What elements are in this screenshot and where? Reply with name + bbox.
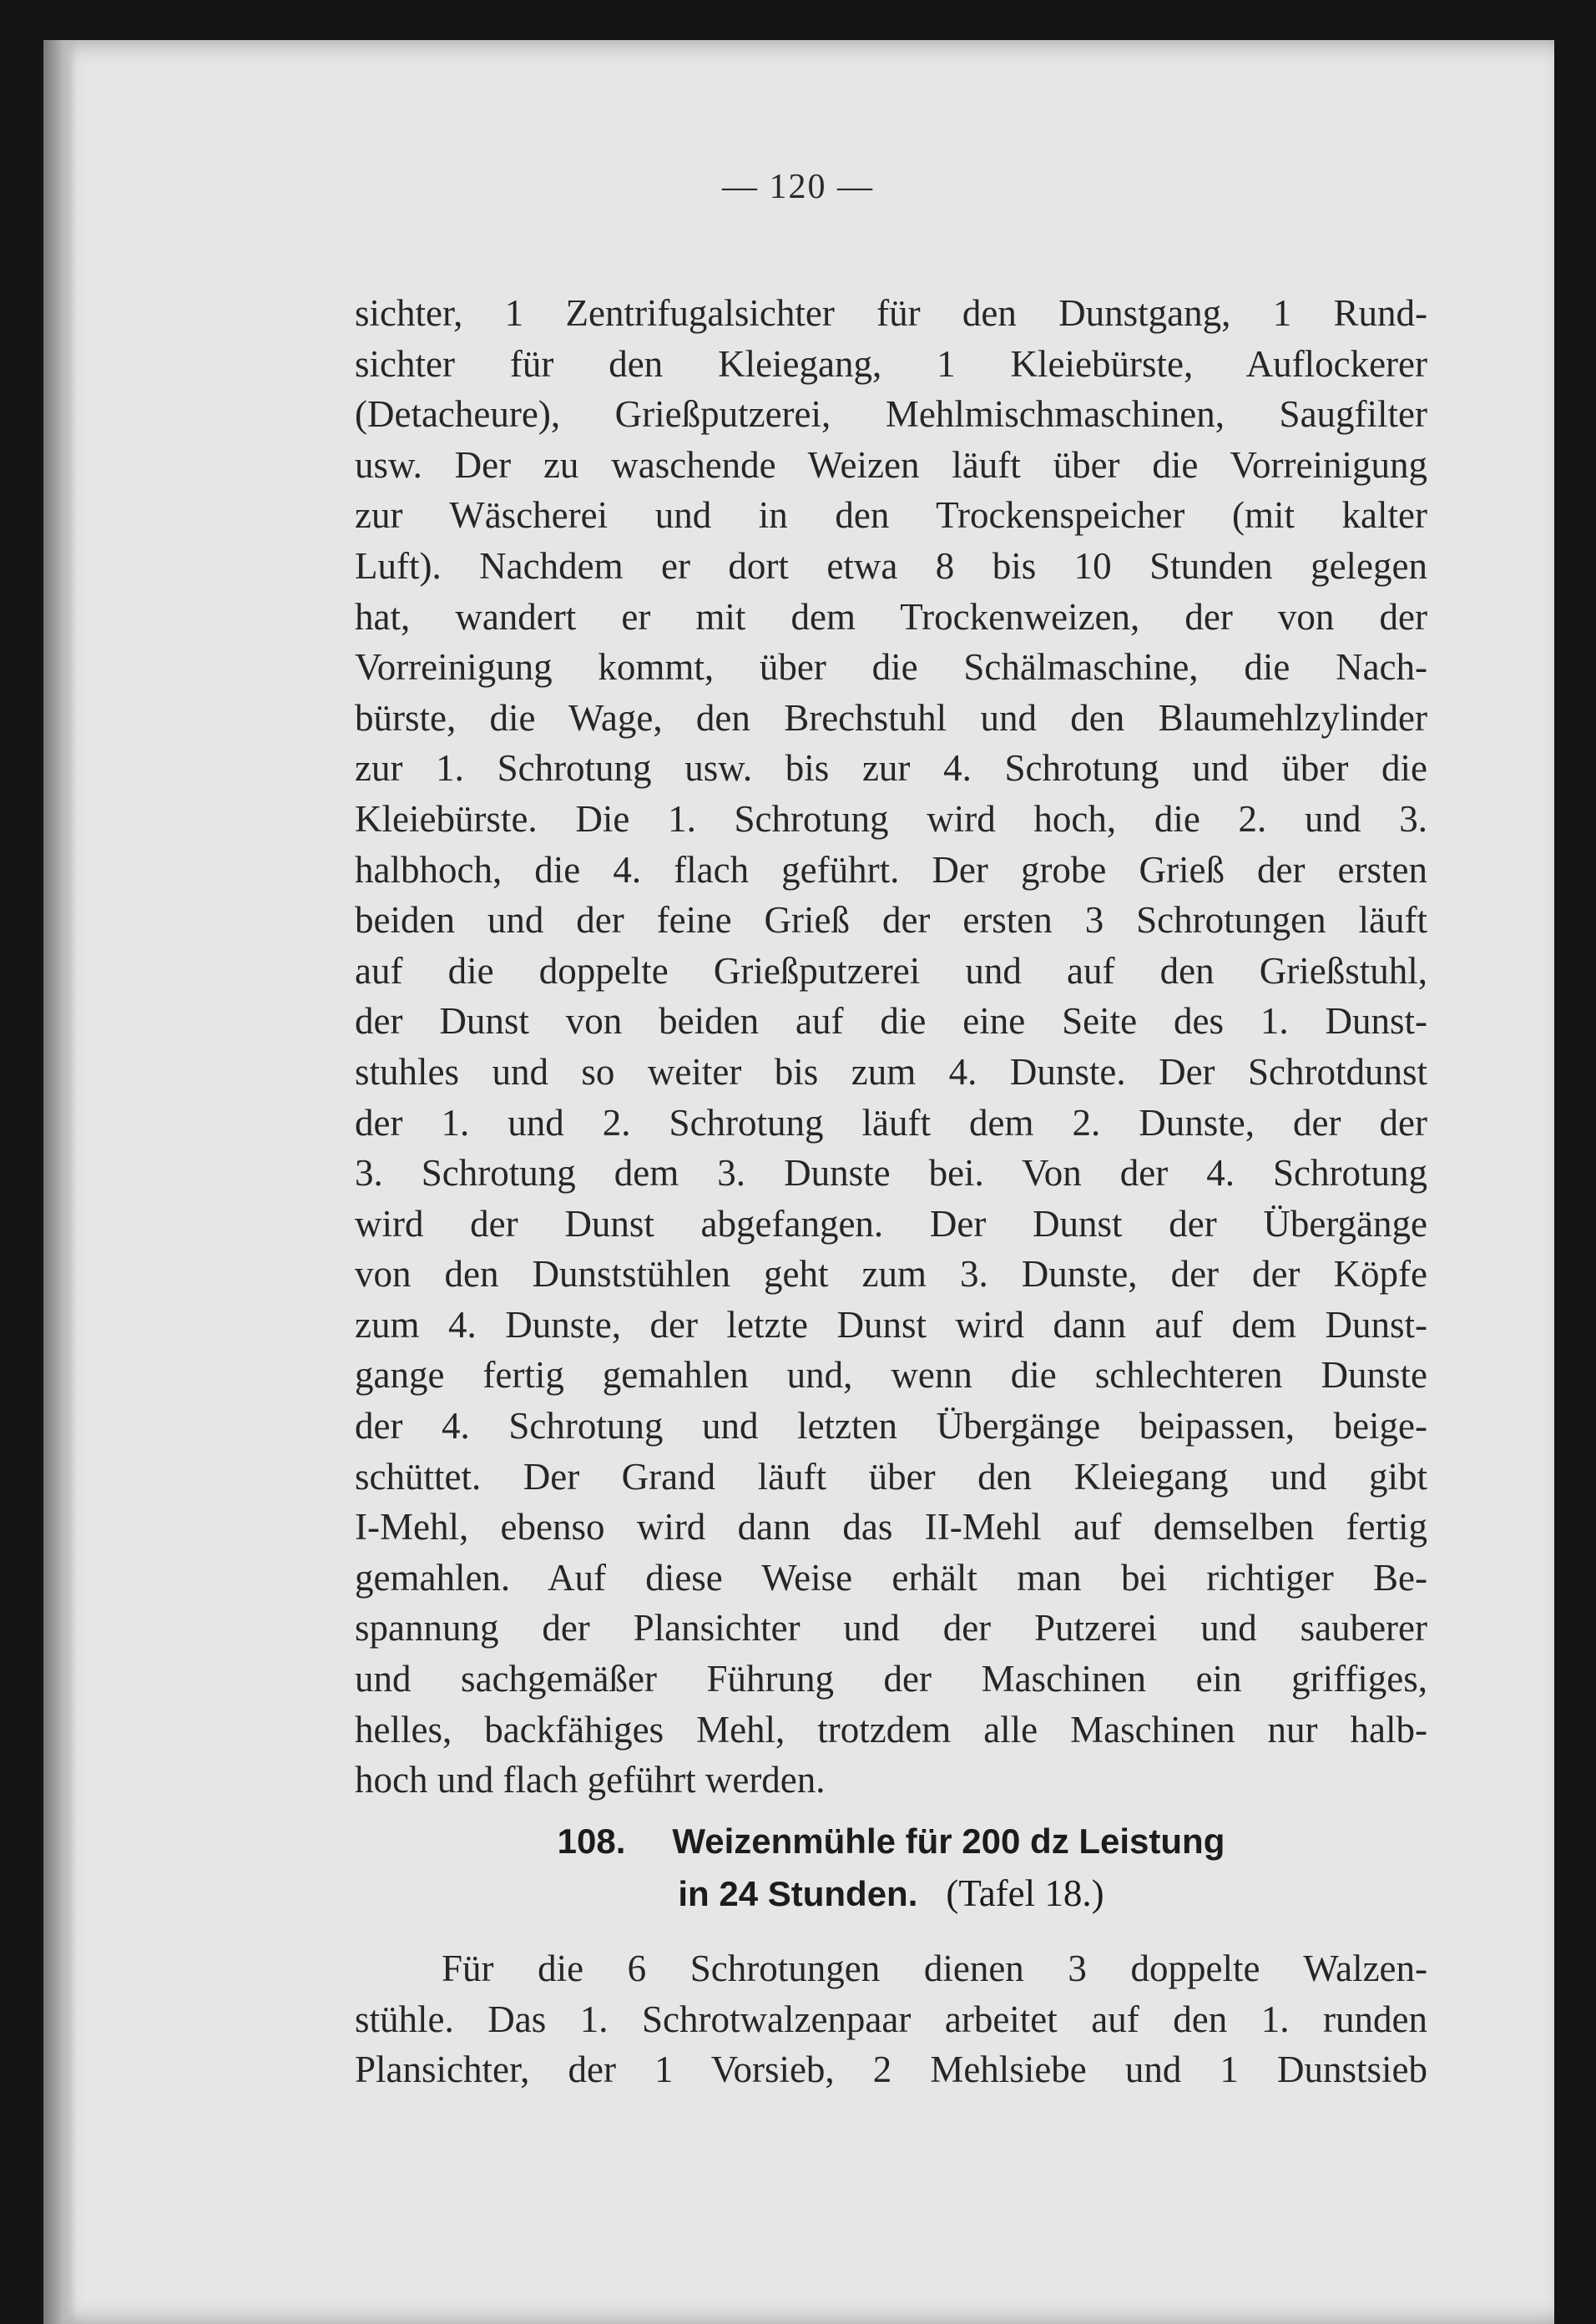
text-line: beiden und der feine Grieß der ersten 3 Schrotungen läuft — [355, 899, 1427, 942]
text-line: 3. Schrotung dem 3. Dunste bei. Von der 4. Schrotung — [355, 1152, 1427, 1195]
text-line: Vorreinigung kommt, über die Schälmaschine, die Nach- — [355, 646, 1427, 689]
text-line: halbhoch, die 4. flach geführt. Der grobe Grieß der ersten — [355, 848, 1427, 891]
text-line: der Dunst von beiden auf die eine Seite des 1. Dunst- — [355, 1000, 1427, 1043]
text-line: Für die 6 Schrotungen dienen 3 doppelte Walzen- — [442, 1948, 1427, 1989]
text-line: sichter für den Kleiegang, 1 Kleiebürste, Auflockerer — [355, 342, 1427, 385]
text-line: schüttet. Der Grand läuft über den Kleiegang und gibt — [355, 1455, 1427, 1498]
text-line: gange fertig gemahlen und, wenn die schlechteren Dunste — [355, 1354, 1427, 1397]
text-line: wird der Dunst abgefangen. Der Dunst der Übergänge — [355, 1202, 1427, 1245]
section-heading-line-2 — [355, 1867, 1427, 1919]
body-paragraph — [355, 288, 1427, 1806]
text-line: Kleiebürste. Die 1. Schrotung wird hoch, die 2. und 3. — [355, 797, 1427, 840]
text-line: hoch und flach geführt werden. — [355, 1759, 826, 1801]
text-line: hat, wandert er mit dem Trockenweizen, der von der — [355, 595, 1427, 638]
text-line: stuhles und so weiter bis zum 4. Dunste. Der Schrotdunst — [355, 1050, 1427, 1093]
section-paragraph — [355, 1943, 1427, 2095]
text-line: stühle. Das 1. Schrotwalzenpaar arbeitet auf den 1. runden — [355, 1998, 1427, 2040]
text-line: von den Dunststühlen geht zum 3. Dunste, der der Köpfe — [355, 1253, 1427, 1296]
text-line: zur Wäscherei und in den Trockenspeicher (mit kalter — [355, 494, 1427, 537]
section-title-part-1: Weizenmühle für 200 dz Leistung — [672, 1821, 1225, 1861]
text-line: der 1. und 2. Schrotung läuft dem 2. Dunste, der der — [355, 1101, 1427, 1144]
section-title-part-2: in 24 Stunden. — [678, 1874, 918, 1913]
text-line: und sachgemäßer Führung der Maschinen ein griffiges, — [355, 1658, 1427, 1700]
plate-reference: (Tafel 18.) — [946, 1872, 1104, 1914]
text-line: I-Mehl, ebenso wird dann das II-Mehl auf demselben fertig — [355, 1506, 1427, 1548]
text-line: zur 1. Schrotung usw. bis zur 4. Schrotung und über die — [355, 747, 1427, 790]
text-line: Luft). Nachdem er dort etwa 8 bis 10 Stunden gelegen — [355, 544, 1427, 587]
text-line: sichter, 1 Zentrifugalsichter für den Dunstgang, 1 Rund- — [355, 292, 1427, 334]
text-line: gemahlen. Auf diese Weise erhält man bei richtiger Be- — [355, 1556, 1427, 1599]
text-line: der 4. Schrotung und letzten Übergänge beipassen, beige- — [355, 1405, 1427, 1447]
section-heading — [355, 1816, 1427, 1919]
text-line: (Detacheure), Grießputzerei, Mehlmischmaschinen, Saugfilter — [355, 393, 1427, 436]
page-number: — 120 — — [722, 168, 874, 206]
section-number: 108. — [557, 1821, 626, 1861]
section-heading-line-1 — [355, 1816, 1427, 1867]
binding-shadow — [43, 40, 77, 2324]
text-line: bürste, die Wage, den Brechstuhl und den Blaumehlzylinder — [355, 696, 1427, 739]
text-line: usw. Der zu waschende Weizen läuft über die Vorreinigung — [355, 443, 1427, 486]
text-line: Plansichter, der 1 Vorsieb, 2 Mehlsiebe und 1 Dunstsieb — [355, 2049, 1427, 2091]
text-line: auf die doppelte Grießputzerei und auf den Grießstuhl, — [355, 949, 1427, 992]
text-line: helles, backfähiges Mehl, trotzdem alle Maschinen nur halb- — [355, 1708, 1427, 1751]
text-line: zum 4. Dunste, der letzte Dunst wird dann auf dem Dunst- — [355, 1303, 1427, 1346]
text-line: spannung der Plansichter und der Putzerei und sauberer — [355, 1607, 1427, 1650]
